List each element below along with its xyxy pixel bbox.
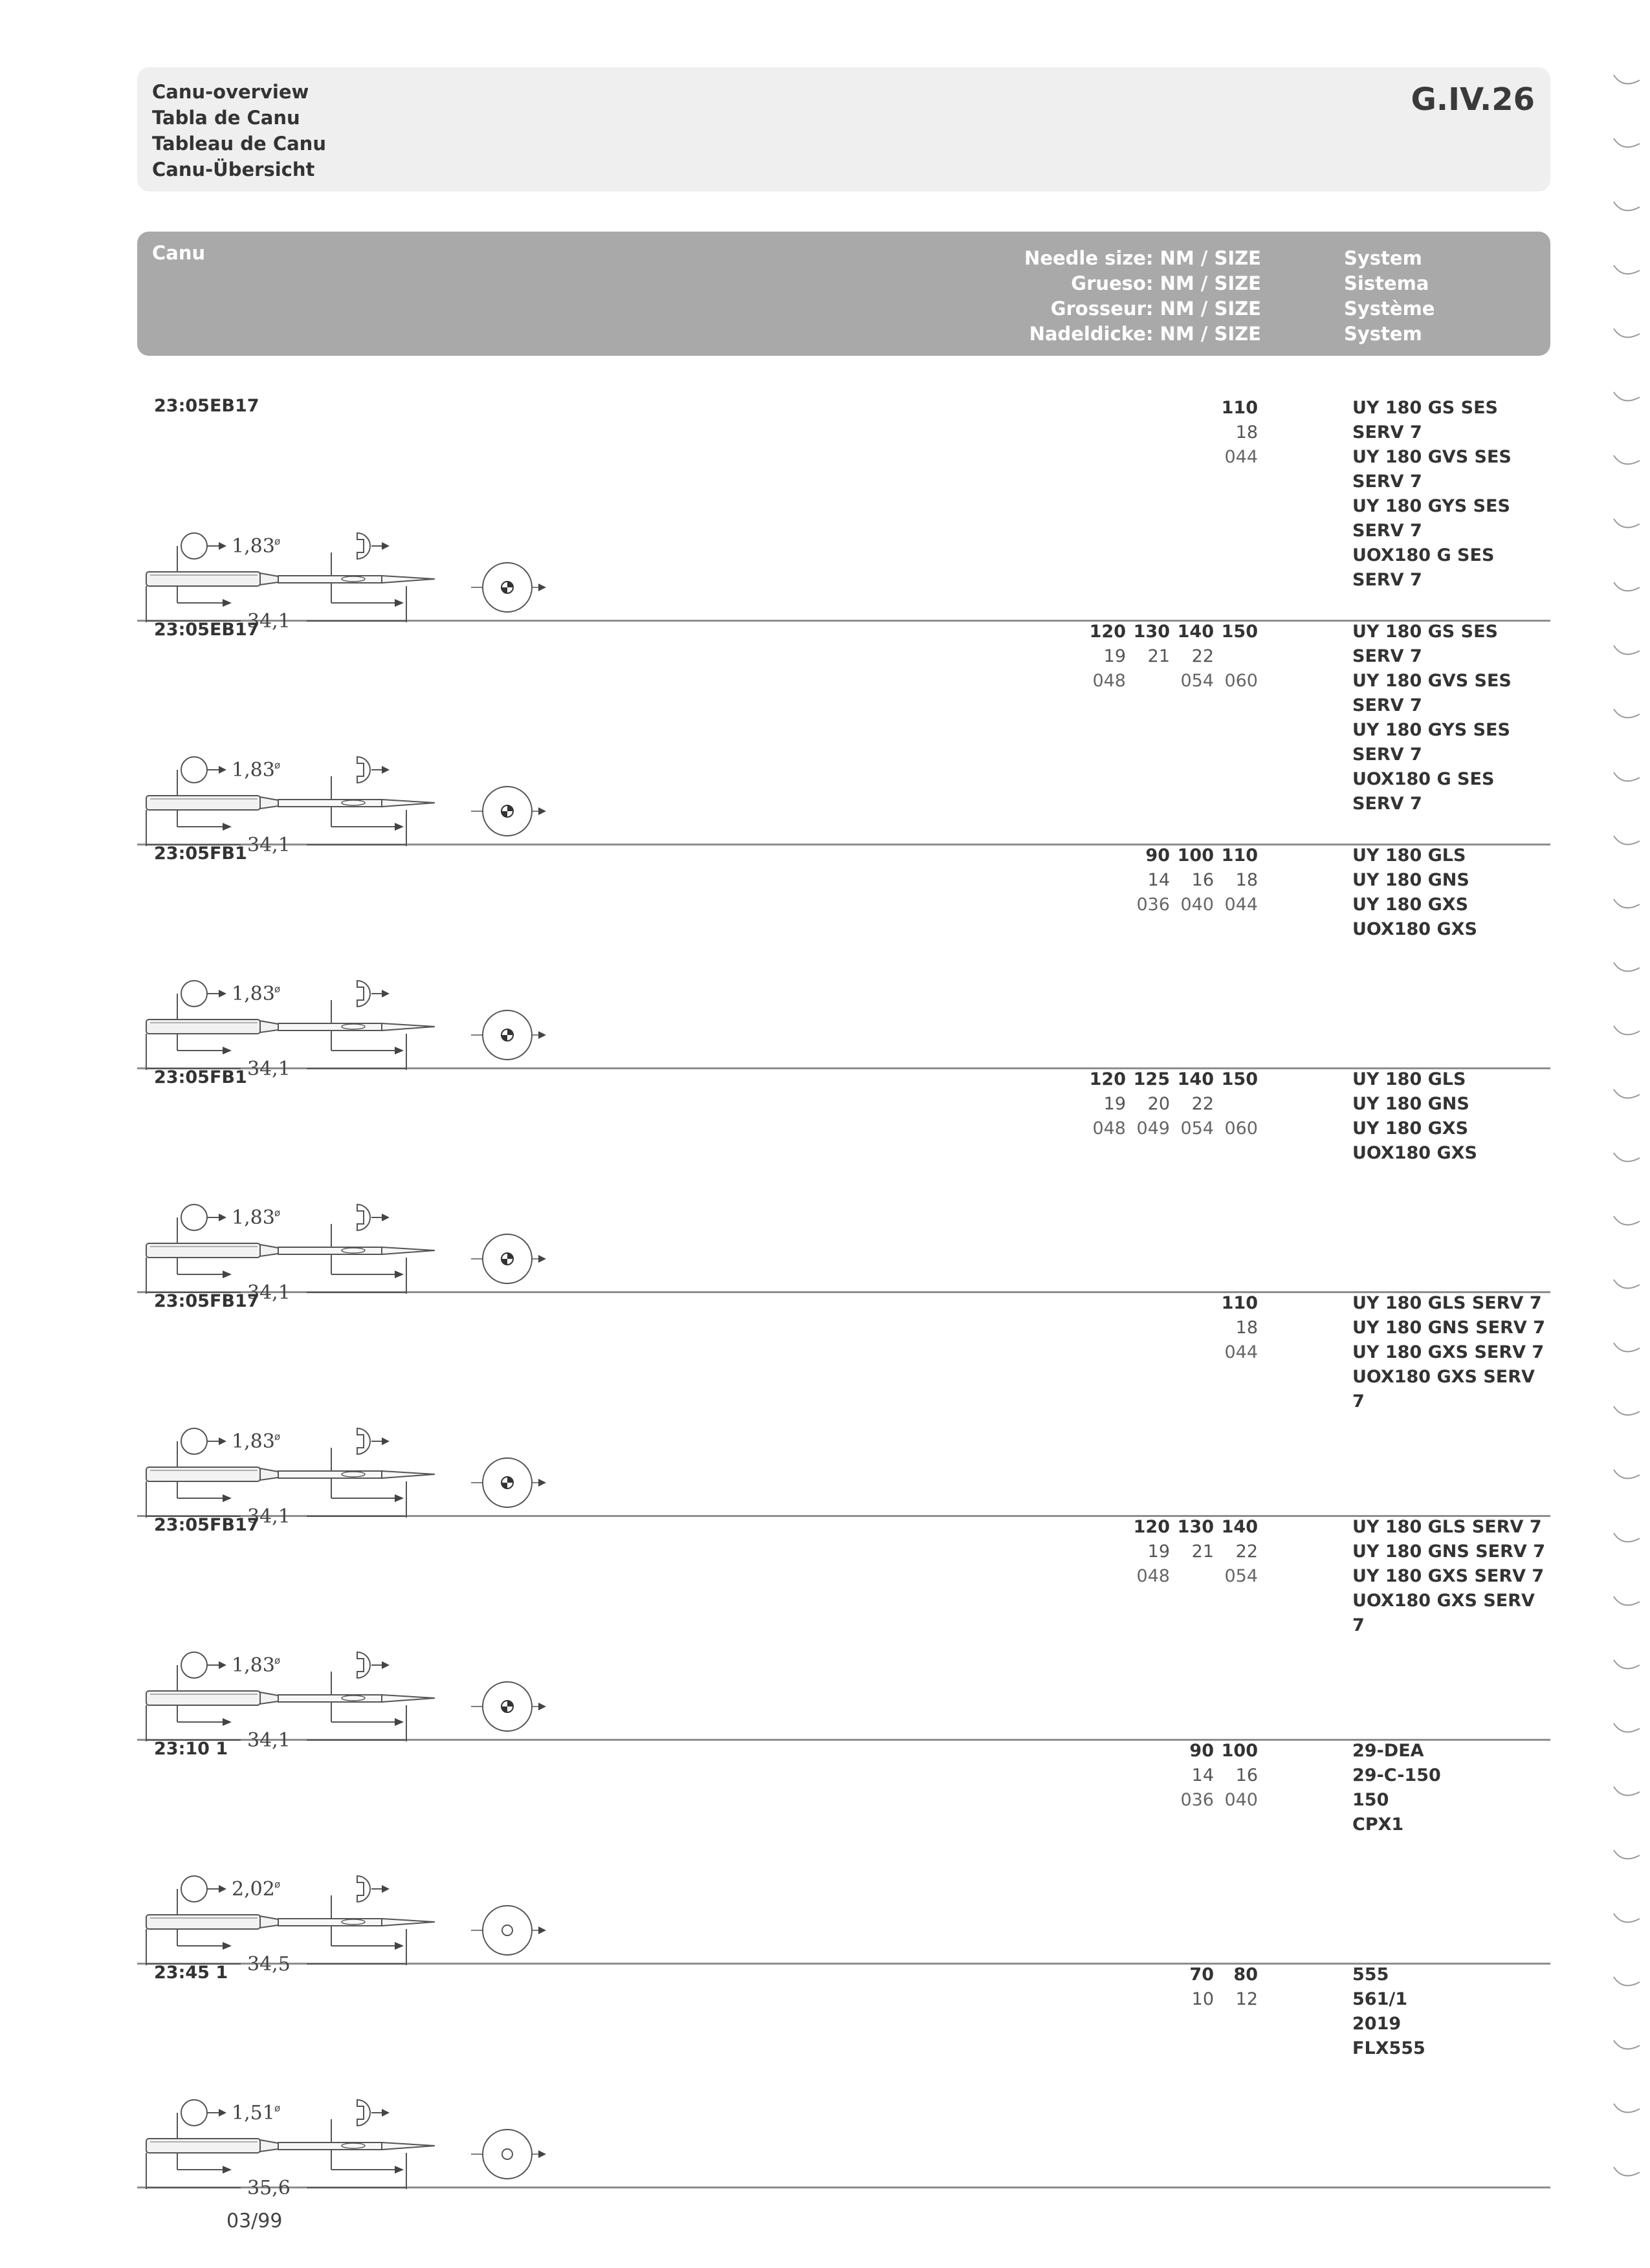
nm-value: 70 — [1189, 1965, 1214, 1985]
binding-hole — [1614, 1343, 1640, 1351]
binding-hole — [1614, 1914, 1640, 1922]
length-value: 34,1 — [247, 834, 291, 856]
system-name: UOX180 G SES SERV 7 — [1352, 769, 1495, 814]
binding-hole — [1614, 1723, 1640, 1732]
binding-hole — [1614, 1977, 1640, 1985]
system-name: UY 180 GYS SES SERV 7 — [1352, 720, 1510, 765]
system-name: UOX180 GXS SERV 7 — [1352, 1367, 1535, 1412]
diameter-symbol: ø — [274, 2102, 281, 2114]
size-value: 22 — [1191, 1094, 1214, 1114]
nm-value: 100 — [1221, 1741, 1258, 1761]
system-name: UY 180 GNS SERV 7 — [1352, 1318, 1546, 1338]
diameter-value: 1,83 — [232, 759, 275, 781]
diameter-symbol: ø — [274, 1655, 281, 1666]
canu-code: 23:05FB1 — [154, 844, 247, 864]
code-value: 044 — [1224, 1342, 1258, 1362]
code-value: 044 — [1224, 895, 1258, 915]
column-system-de: System — [1344, 323, 1422, 345]
system-list — [1352, 396, 1550, 593]
binding-hole — [1614, 265, 1640, 274]
canu-code: 23:05EB17 — [154, 620, 259, 640]
binding-hole — [1614, 138, 1640, 147]
size-value: 22 — [1191, 646, 1214, 666]
binding-hole — [1614, 1089, 1640, 1098]
size-value: 21 — [1191, 1542, 1214, 1562]
binding-hole — [1614, 2104, 1640, 2112]
length-value: 34,1 — [247, 1505, 291, 1528]
system-name: UY 180 GLS — [1352, 845, 1466, 866]
system-name: UY 180 GVS SES SERV 7 — [1352, 447, 1512, 492]
code-value: 054 — [1180, 1118, 1214, 1139]
nm-value: 90 — [1145, 845, 1170, 866]
system-name: UY 180 GXS — [1352, 895, 1469, 915]
binding-hole — [1614, 582, 1640, 591]
binding-hole — [1614, 1660, 1640, 1668]
system-name: UY 180 GS SES SERV 7 — [1352, 398, 1498, 442]
system-list — [1352, 1291, 1550, 1414]
binding-hole — [1614, 772, 1640, 781]
system-list — [1352, 620, 1550, 816]
code-value: 060 — [1224, 671, 1258, 691]
size-value: 22 — [1235, 1542, 1258, 1562]
binding-hole — [1614, 1533, 1640, 1542]
system-name: UY 180 GLS — [1352, 1069, 1466, 1089]
nm-value: 120 — [1089, 622, 1126, 642]
code-value: 036 — [1136, 895, 1170, 915]
system-name: UY 180 GLS SERV 7 — [1352, 1293, 1542, 1313]
nm-value: 130 — [1133, 622, 1170, 642]
system-name: UOX180 GXS — [1352, 1143, 1477, 1163]
diameter-symbol: ø — [274, 983, 281, 995]
system-name: 555 — [1352, 1965, 1389, 1985]
length-value: 34,5 — [247, 1953, 291, 1976]
size-value: 16 — [1191, 870, 1214, 890]
binding-holes — [1611, 65, 1644, 2264]
system-name: UY 180 GVS SES SERV 7 — [1352, 671, 1512, 715]
column-system-fr: Système — [1344, 298, 1435, 320]
column-system-en: System — [1344, 247, 1422, 269]
size-value: 19 — [1147, 1542, 1170, 1562]
system-name: 29-C-150 — [1352, 1765, 1441, 1785]
code-value: 040 — [1224, 1790, 1258, 1810]
nm-value: 125 — [1133, 1069, 1170, 1089]
nm-value: 150 — [1221, 1069, 1258, 1089]
length-value: 34,1 — [247, 1281, 291, 1304]
ball-point-icon — [501, 805, 513, 817]
column-size-fr: Grosseur: NM / SIZE — [1050, 298, 1261, 320]
ball-point-icon — [501, 1253, 513, 1265]
size-value: 20 — [1147, 1094, 1170, 1114]
binding-hole — [1614, 2040, 1640, 2049]
system-name: 2019 — [1352, 2014, 1402, 2034]
canu-code: 23:05EB17 — [154, 396, 259, 416]
size-value: 14 — [1147, 870, 1170, 890]
diameter-value: 1,83 — [232, 983, 275, 1005]
round-point-icon — [502, 2149, 512, 2159]
system-name: UOX180 GXS SERV 7 — [1352, 1591, 1535, 1635]
binding-hole — [1614, 646, 1640, 654]
code-value: 048 — [1092, 671, 1126, 691]
ball-point-icon — [501, 1701, 513, 1712]
size-value: 19 — [1103, 646, 1126, 666]
needle-row — [137, 1963, 1550, 2199]
code-value: 040 — [1180, 895, 1214, 915]
canu-code: 23:10 1 — [154, 1739, 228, 1759]
binding-hole — [1614, 1787, 1640, 1795]
column-system — [1344, 246, 1435, 347]
diameter-symbol: ø — [274, 1207, 281, 1219]
nm-value: 140 — [1177, 622, 1214, 642]
page-header — [137, 67, 1550, 191]
page-title-block — [152, 79, 326, 182]
column-header-bar — [137, 232, 1550, 356]
binding-hole — [1614, 709, 1640, 717]
binding-hole — [1614, 1216, 1640, 1225]
system-name: 150 — [1352, 1790, 1389, 1810]
system-list — [1352, 1739, 1441, 1837]
binding-hole — [1614, 1406, 1640, 1415]
length-value: 34,1 — [247, 610, 291, 633]
code-value: 048 — [1136, 1566, 1170, 1586]
size-value: 18 — [1235, 1318, 1258, 1338]
code-value: 054 — [1224, 1566, 1258, 1586]
nm-value: 120 — [1133, 1517, 1170, 1537]
column-size-es: Grueso: NM / SIZE — [1071, 272, 1261, 294]
system-name: CPX1 — [1352, 1815, 1404, 1835]
column-size-en: Needle size: NM / SIZE — [1024, 247, 1261, 269]
binding-hole — [1614, 1026, 1640, 1034]
size-value: 14 — [1191, 1765, 1214, 1785]
diameter-value: 1,83 — [232, 1654, 275, 1677]
binding-hole — [1614, 963, 1640, 971]
canu-code: 23:05FB17 — [154, 1515, 259, 1535]
diameter-symbol: ø — [274, 1431, 281, 1443]
system-name: UY 180 GNS SERV 7 — [1352, 1542, 1546, 1562]
size-value: 12 — [1235, 1989, 1258, 2009]
size-value: 10 — [1191, 1989, 1214, 2009]
ball-point-icon — [501, 1029, 513, 1041]
size-value: 16 — [1235, 1765, 1258, 1785]
system-name: UY 180 GYS SES SERV 7 — [1352, 496, 1510, 541]
code-value: 044 — [1224, 447, 1258, 467]
nm-value: 140 — [1221, 1517, 1258, 1537]
canu-code: 23:05FB1 — [154, 1067, 247, 1087]
nm-value: 80 — [1233, 1965, 1258, 1985]
system-name: UOX180 G SES SERV 7 — [1352, 545, 1495, 590]
needle-drawing — [137, 2025, 603, 2245]
system-name: UY 180 GXS — [1352, 1118, 1469, 1139]
title-de: Canu-Übersicht — [152, 158, 315, 180]
system-name: 29-DEA — [1352, 1741, 1424, 1761]
diameter-symbol: ø — [274, 1879, 281, 1890]
nm-value: 110 — [1221, 845, 1258, 866]
code-value: 054 — [1180, 671, 1214, 691]
page-code: G.IV.26 — [1411, 82, 1535, 118]
nm-value: 120 — [1089, 1069, 1126, 1089]
binding-hole — [1614, 392, 1640, 400]
system-name: UY 180 GXS SERV 7 — [1352, 1342, 1545, 1362]
diameter-value: 1,83 — [232, 1206, 275, 1229]
ball-point-icon — [501, 582, 513, 593]
length-value: 35,6 — [247, 2177, 291, 2199]
ball-point-icon — [501, 1477, 513, 1488]
system-list — [1352, 1067, 1477, 1166]
code-value: 048 — [1092, 1118, 1126, 1139]
diameter-value: 1,51 — [232, 2102, 275, 2124]
round-point-icon — [502, 1925, 512, 1935]
code-value: 060 — [1224, 1118, 1258, 1139]
binding-hole — [1614, 519, 1640, 527]
length-value: 34,1 — [247, 1729, 291, 1752]
nm-value: 90 — [1189, 1741, 1214, 1761]
nm-value: 140 — [1177, 1069, 1214, 1089]
binding-hole — [1614, 1153, 1640, 1161]
binding-hole — [1614, 899, 1640, 908]
system-name: UY 180 GLS SERV 7 — [1352, 1517, 1542, 1537]
diameter-symbol: ø — [274, 536, 281, 547]
length-value: 34,1 — [247, 1058, 291, 1080]
footer-date: 03/99 — [226, 2210, 283, 2232]
binding-hole — [1614, 202, 1640, 210]
binding-hole — [1614, 2167, 1640, 2175]
binding-hole — [1614, 1850, 1640, 1859]
binding-hole — [1614, 1597, 1640, 1605]
binding-hole — [1614, 1470, 1640, 1478]
binding-hole — [1614, 455, 1640, 464]
nm-value: 100 — [1177, 845, 1214, 866]
binding-hole — [1614, 329, 1640, 337]
diameter-symbol: ø — [274, 759, 281, 771]
title-fr: Tableau de Canu — [152, 133, 326, 155]
canu-code: 23:45 1 — [154, 1963, 228, 1983]
system-name: 561/1 — [1352, 1989, 1408, 2009]
title-en: Canu-overview — [152, 81, 309, 103]
code-value: 036 — [1180, 1790, 1214, 1810]
diameter-value: 1,83 — [232, 1430, 275, 1453]
system-name: UY 180 GNS — [1352, 870, 1469, 890]
column-needle-size — [1024, 246, 1261, 347]
system-name: FLX555 — [1352, 2038, 1425, 2058]
size-value: 21 — [1147, 646, 1170, 666]
diameter-value: 1,83 — [232, 535, 275, 558]
system-name: UY 180 GS SES SERV 7 — [1352, 622, 1498, 666]
size-value: 18 — [1235, 422, 1258, 442]
binding-hole — [1614, 1280, 1640, 1288]
nm-value: 130 — [1177, 1517, 1214, 1537]
column-system-es: Sistema — [1344, 272, 1429, 294]
system-list — [1352, 1515, 1550, 1638]
nm-value: 110 — [1221, 1293, 1258, 1313]
code-value: 049 — [1136, 1118, 1170, 1139]
system-list — [1352, 1963, 1425, 2061]
size-value: 18 — [1235, 870, 1258, 890]
binding-hole — [1614, 836, 1640, 844]
column-size-de: Nadeldicke: NM / SIZE — [1029, 323, 1261, 345]
system-name: UY 180 GXS SERV 7 — [1352, 1566, 1545, 1586]
nm-value: 150 — [1221, 622, 1258, 642]
system-name: UY 180 GNS — [1352, 1094, 1469, 1114]
column-canu: Canu — [152, 242, 206, 264]
diameter-value: 2,02 — [232, 1878, 275, 1901]
canu-code: 23:05FB17 — [154, 1291, 259, 1311]
system-list — [1352, 844, 1477, 942]
system-name: UOX180 GXS — [1352, 919, 1477, 939]
title-es: Tabla de Canu — [152, 107, 300, 129]
size-value: 19 — [1103, 1094, 1126, 1114]
binding-hole — [1614, 75, 1640, 83]
nm-value: 110 — [1221, 398, 1258, 418]
